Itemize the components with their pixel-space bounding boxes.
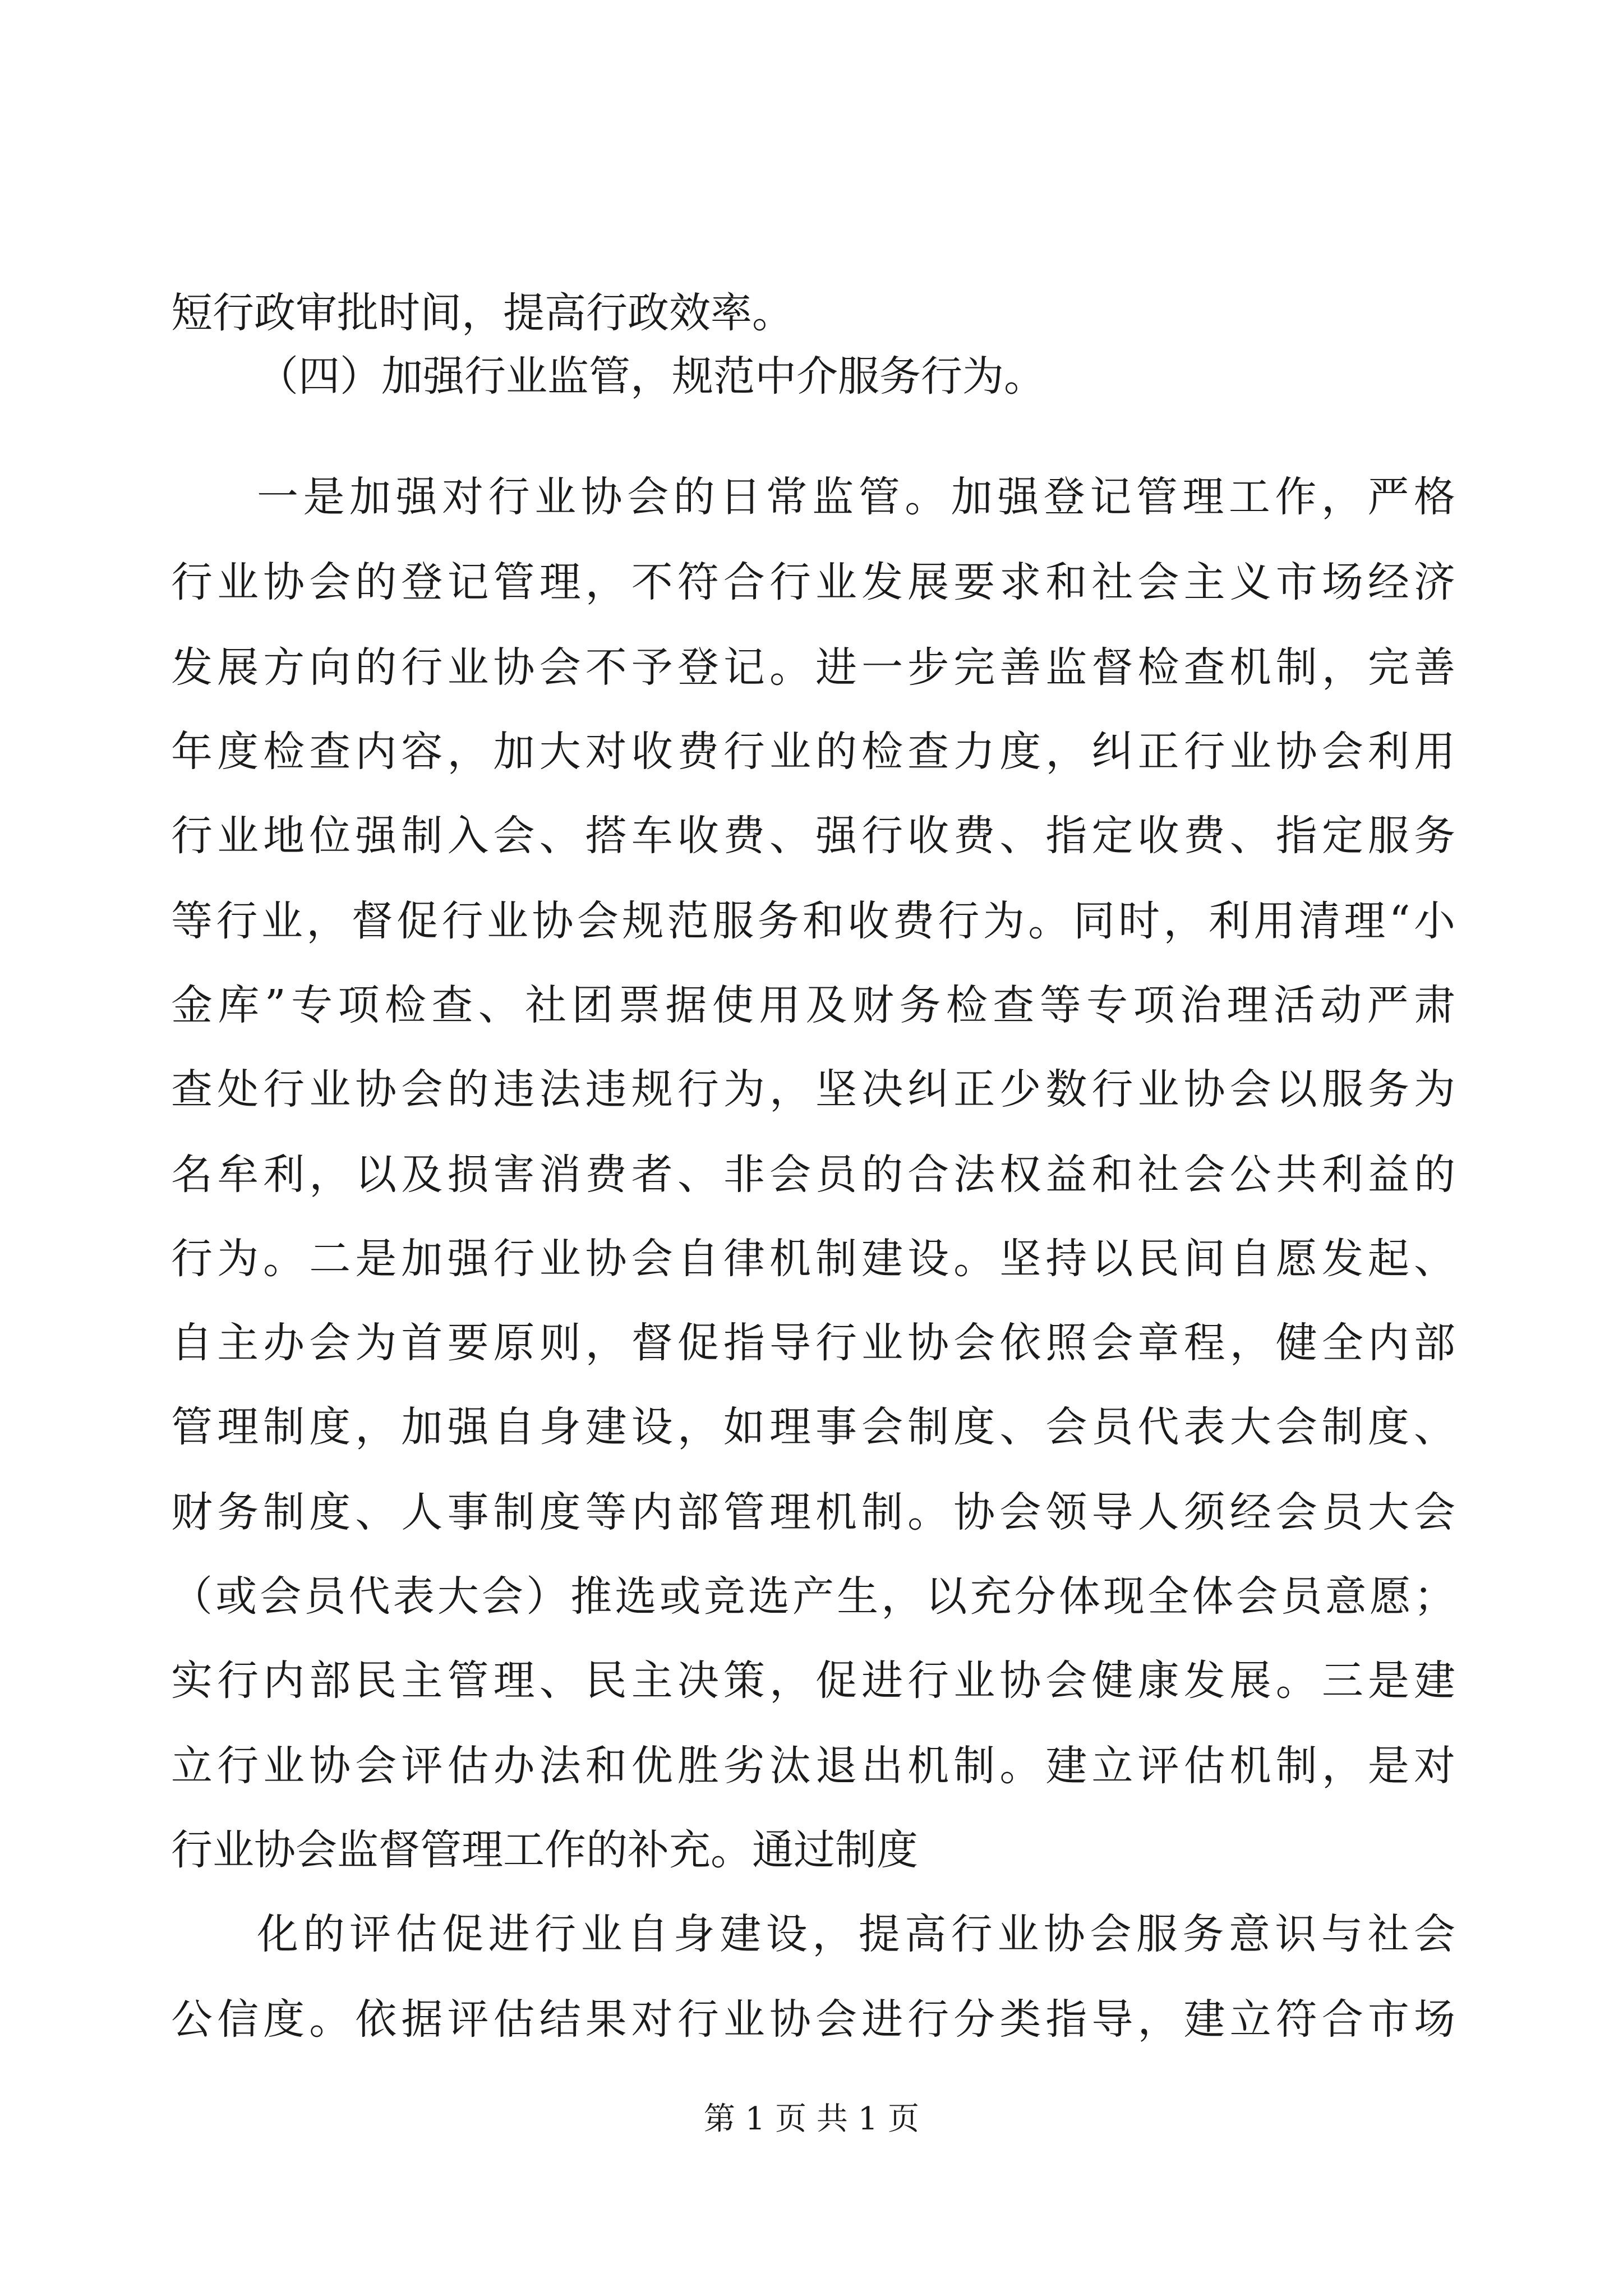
text-line: 名牟利，以及损害消费者、非会员的合法权益和社会公共利益的 — [171, 1151, 1455, 1199]
text-line: 管理制度，加强自身建设，如理事会制度、会员代表大会制度、 — [171, 1403, 1455, 1451]
text-line: 年度检查内容，加大对收费行业的检查力度，纠正行业协会利用 — [171, 728, 1455, 776]
text-line: 行业协会监督管理工作的补充。通过制度 — [171, 1826, 918, 1874]
text-line: 公信度。依据评估结果对行业协会进行分类指导，建立符合市场 — [171, 1995, 1455, 2044]
text-line: 行为。二是加强行业协会自律机制建设。坚持以民间自愿发起、 — [171, 1235, 1455, 1283]
text-line: 发展方向的行业协会不予登记。进一步完善监督检查机制，完善 — [171, 643, 1455, 692]
text-line: 财务制度、人事制度等内部管理机制。协会领导人须经会员大会 — [171, 1488, 1455, 1536]
text-line: 查处行业协会的违法违规行为，坚决纠正少数行业协会以服务为 — [171, 1065, 1455, 1114]
text-line: 立行业协会评估办法和优胜劣汰退出机制。建立评估机制，是对 — [171, 1742, 1455, 1790]
text-line: 行业协会的登记管理，不符合行业发展要求和社会主义市场经济 — [171, 558, 1455, 606]
text-line: 自主办会为首要原则，督促指导行业协会依照会章程，健全内部 — [171, 1319, 1455, 1367]
page-number-footer: 第 1 页 共 1 页 — [703, 2101, 920, 2137]
text-line: 等行业，督促行业协会规范服务和收费行为。同时，利用清理“小 — [171, 897, 1455, 945]
text-line: （或会员代表大会）推选或竞选产生，以充分体现全体会员意愿； — [171, 1572, 1455, 1621]
text-line: 一是加强对行业协会的日常监管。加强登记管理工作，严格 — [257, 473, 1455, 521]
text-line: 行业地位强制入会、搭车收费、强行收费、指定收费、指定服务 — [171, 812, 1455, 860]
section-heading: （四）加强行业监管，规范中介服务行为。 — [257, 352, 1045, 401]
text-line: 化的评估促进行业自身建设，提高行业协会服务意识与社会 — [257, 1910, 1455, 1958]
text-line: 短行政审批时间，提高行政效率。 — [171, 289, 794, 337]
text-line: 实行内部民主管理、民主决策，促进行业协会健康发展。三是建 — [171, 1657, 1455, 1705]
text-line: 金库”专项检查、社团票据使用及财务检查等专项治理活动严肃 — [171, 981, 1455, 1029]
